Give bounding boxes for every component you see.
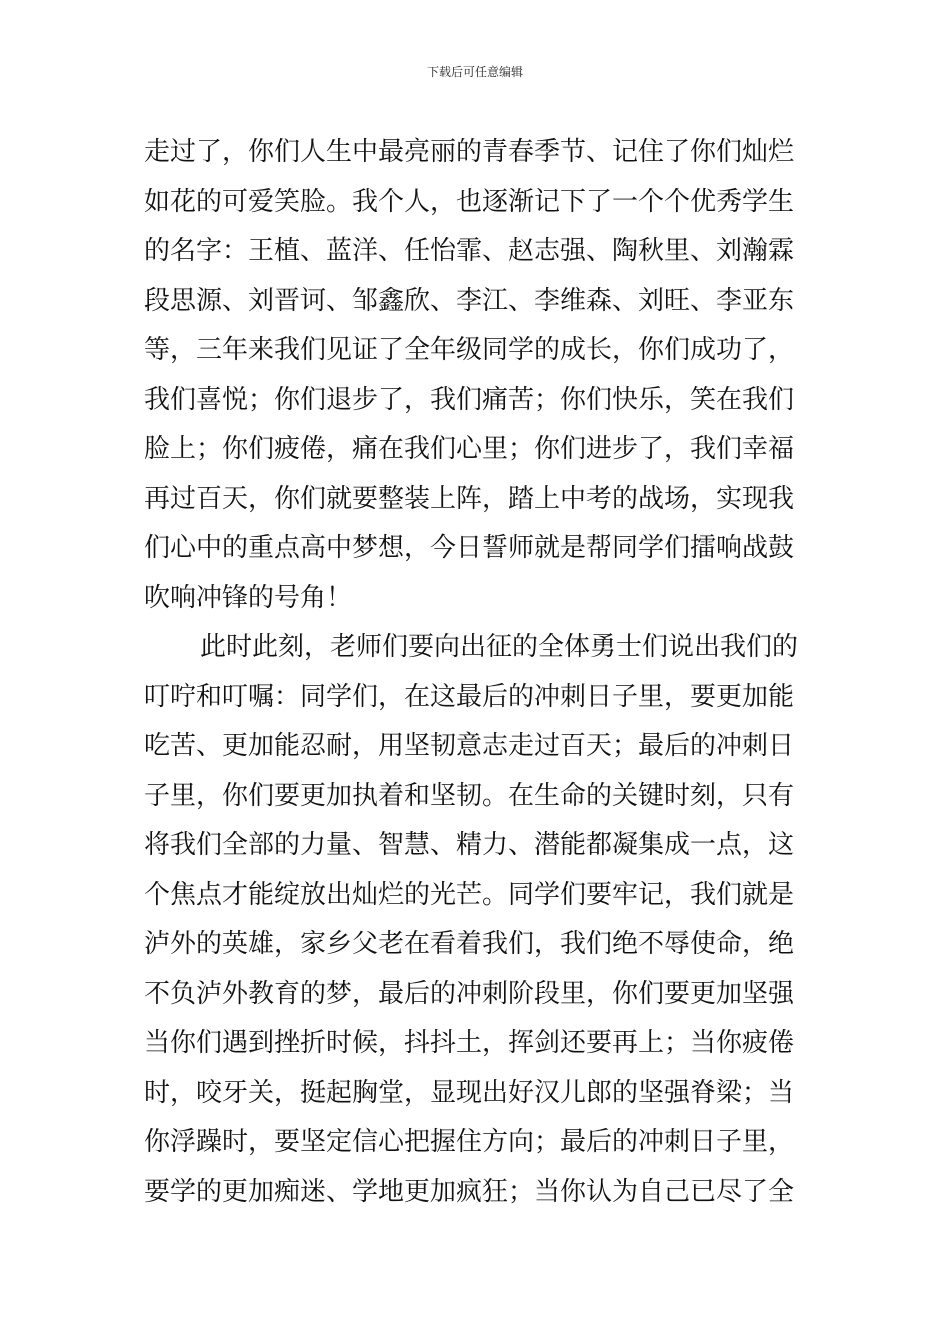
document-body bbox=[144, 128, 814, 1217]
text-line: 段思源、刘晋诃、邹鑫欣、李江、李维森、刘旺、李亚东 bbox=[144, 285, 795, 316]
text-line: 要学的更加痴迷、学地更加疯狂；当你认为自己已尽了全 bbox=[144, 1176, 795, 1207]
text-line: 等，三年来我们见证了全年级同学的成长，你们成功了， bbox=[144, 335, 795, 365]
text-line: 吹响冲锋的号角！ bbox=[144, 582, 353, 613]
paragraph-first-line: 此时此刻，老师们要向出征的全体勇士们说出我们的 bbox=[200, 632, 799, 662]
text-line: 们心中的重点高中梦想，今日誓师就是帮同学们擂响战鼓 bbox=[144, 533, 795, 563]
text-line: 吃苦、更加能忍耐，用坚韧意志走过百天；最后的冲刺日 bbox=[144, 731, 795, 761]
text-line: 如花的可爱笑脸。我个人，也逐渐记下了一个个优秀学生 bbox=[144, 186, 795, 217]
text-line: 脸上；你们疲倦，痛在我们心里；你们进步了，我们幸福 bbox=[144, 434, 795, 464]
text-line: 走过了，你们人生中最亮丽的青春季节、记住了你们灿烂 bbox=[144, 137, 795, 167]
text-line: 个焦点才能绽放出灿烂的光芒。同学们要牢记，我们就是 bbox=[144, 879, 795, 910]
text-line: 叮咛和叮嘱：同学们，在这最后的冲刺日子里，要更加能 bbox=[144, 681, 795, 712]
text-line: 泸外的英雄，家乡父老在看着我们，我们绝不辱使命，绝 bbox=[144, 929, 795, 959]
text-line: 子里，你们要更加执着和坚韧。在生命的关键时刻，只有 bbox=[144, 780, 795, 811]
text-line: 时，咬牙关，挺起胸堂，显现出好汉儿郎的坚强脊梁；当 bbox=[144, 1077, 795, 1108]
page-header: 下载后可任意编辑 bbox=[426, 65, 523, 79]
text-line: 当你们遇到挫折时候，抖抖土，挥剑还要再上；当你疲倦 bbox=[144, 1028, 795, 1058]
text-line: 你浮躁时，要坚定信心把握住方向；最后的冲刺日子里， bbox=[144, 1127, 795, 1157]
text-line: 不负泸外教育的梦，最后的冲刺阶段里，你们要更加坚强 bbox=[144, 978, 795, 1009]
text-line: 的名字：王植、蓝洋、任怡霏、赵志强、陶秋里、刘瀚霖 bbox=[144, 236, 795, 266]
text-line: 我们喜悦；你们退步了，我们痛苦；你们快乐，笑在我们 bbox=[144, 384, 795, 415]
text-line: 再过百天，你们就要整装上阵，踏上中考的战场，实现我 bbox=[144, 483, 795, 514]
text-line: 将我们全部的力量、智慧、精力、潜能都凝集成一点，这 bbox=[144, 830, 795, 860]
